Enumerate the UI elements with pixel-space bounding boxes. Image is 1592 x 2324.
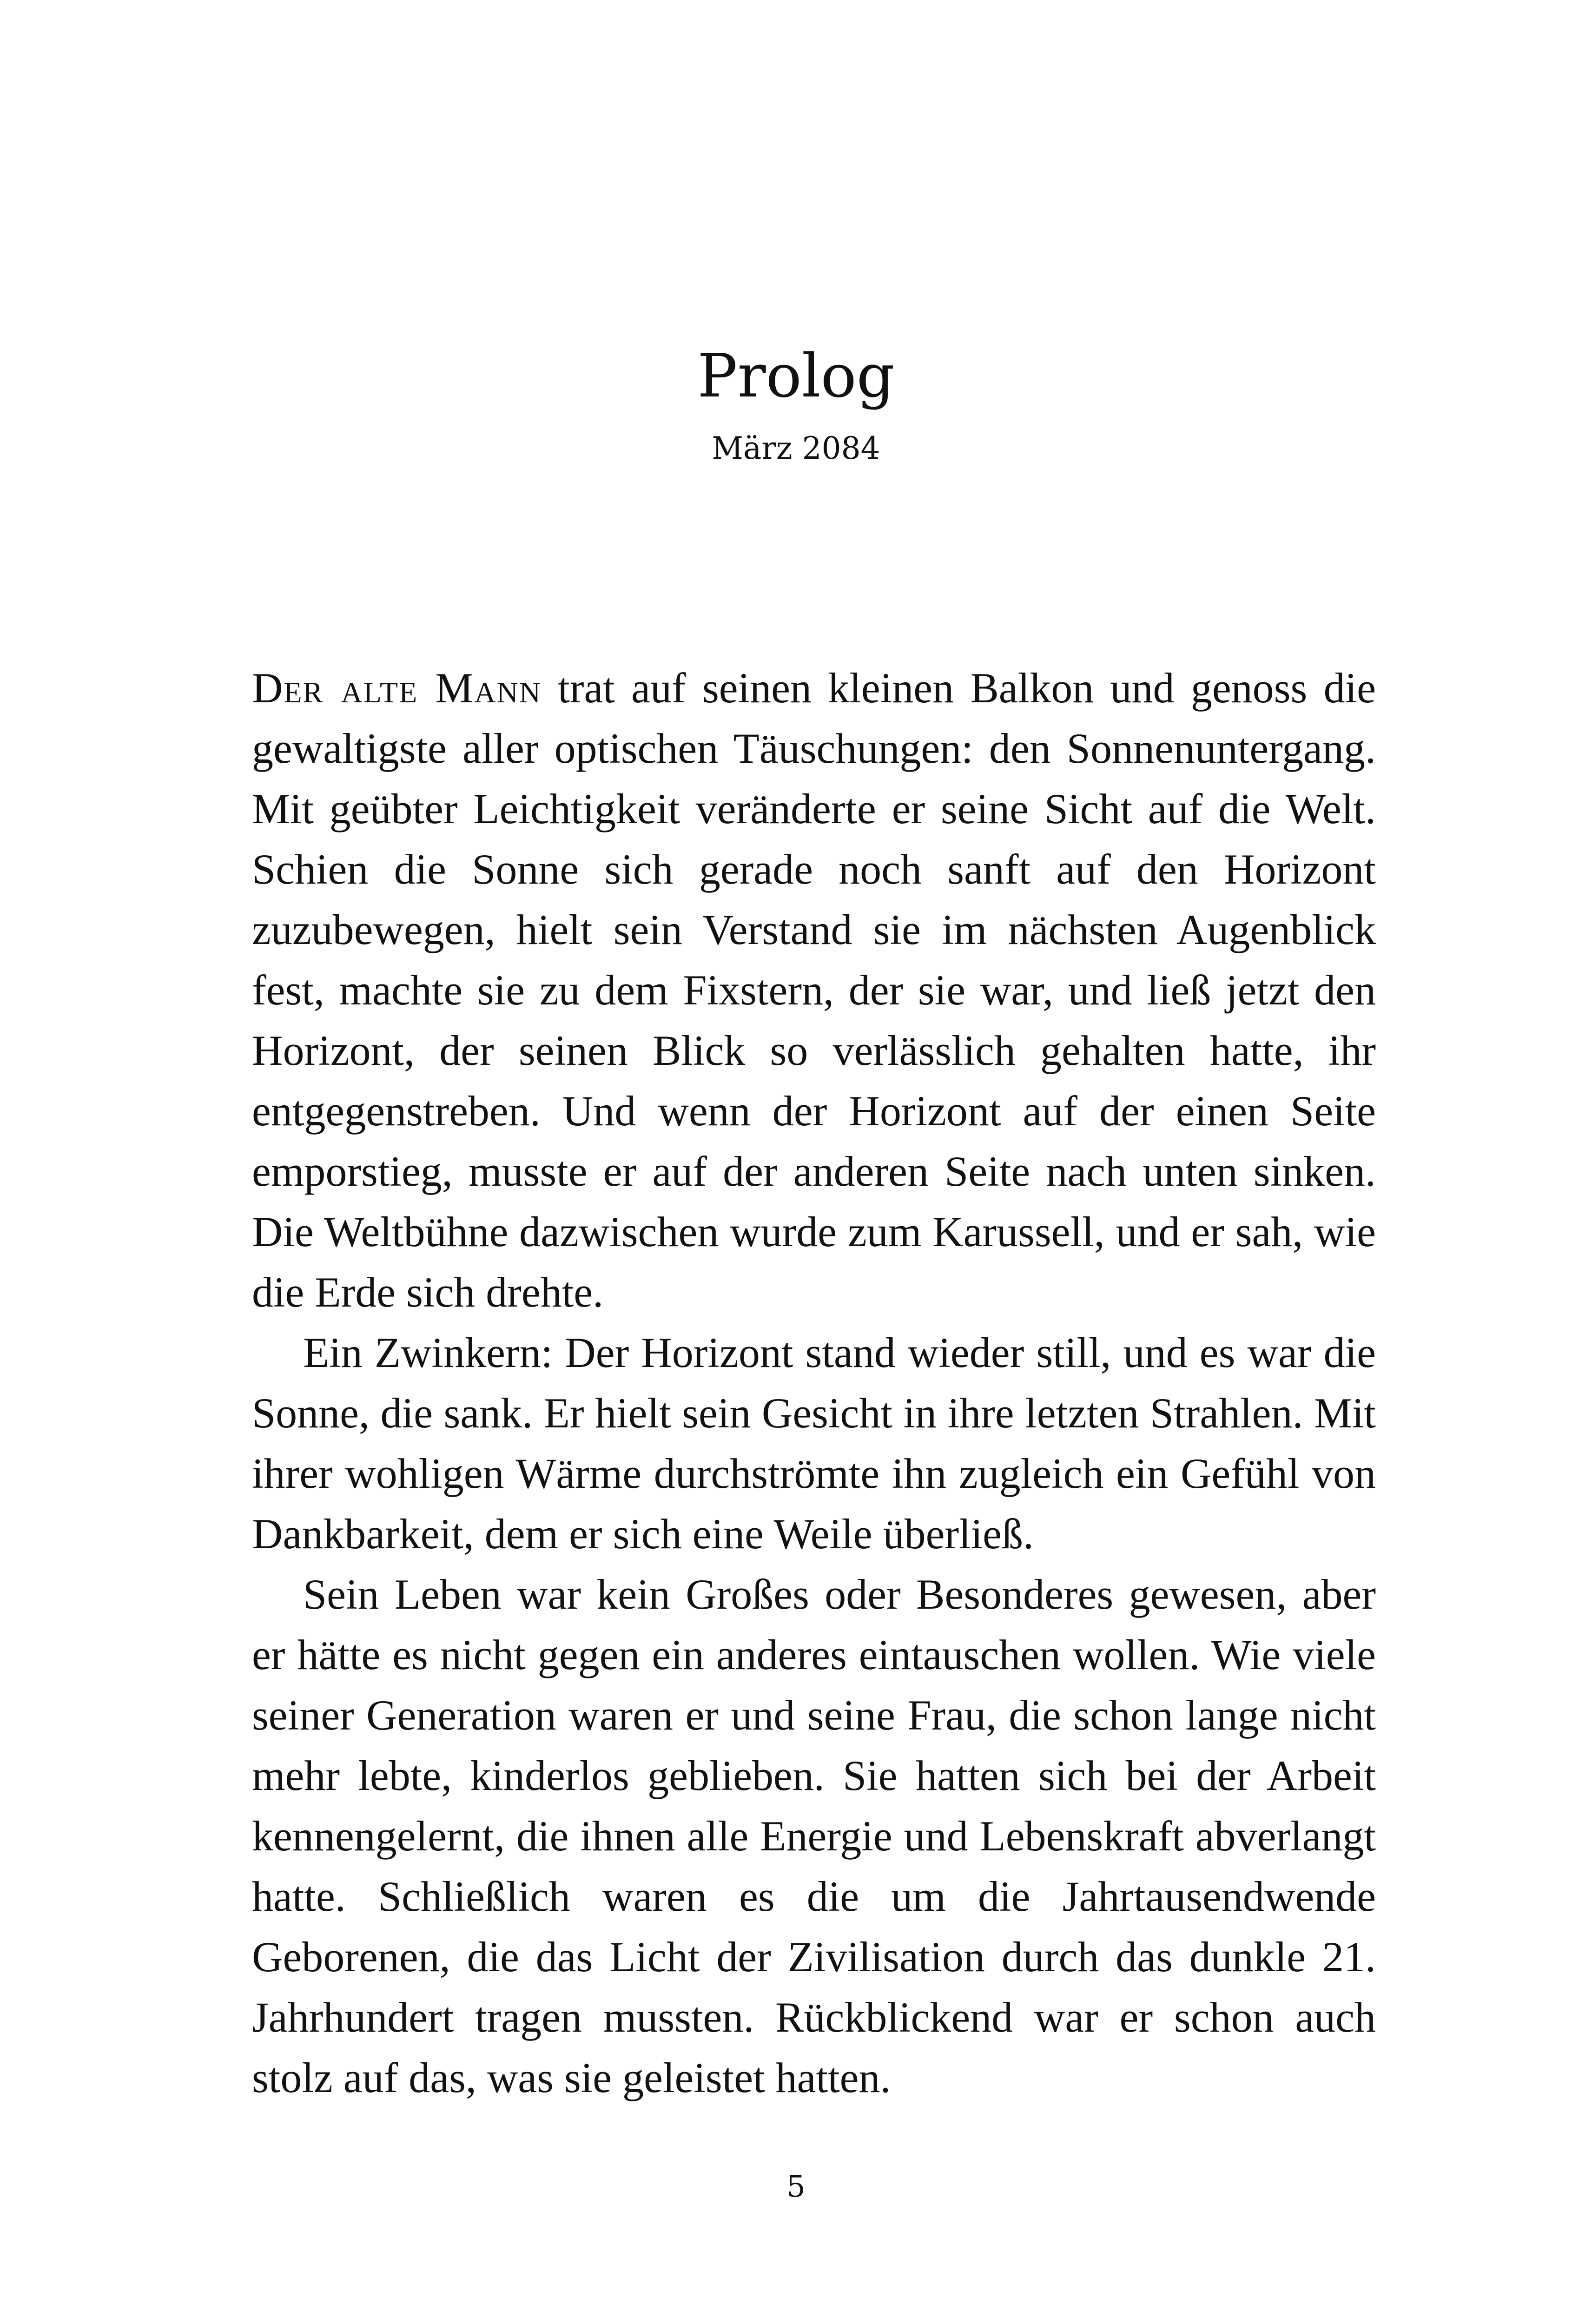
- paragraph-2-text: Ein Zwinkern: Der Horizont stand wieder still, und es war die Sonne, die sank. Er hielt sein Gesicht in ihre letzten Strahlen. Mit ihrer wohligen Wärme durchströmte ihn zugleich ein Gefühl von Dankbarkeit, dem er sich eine Weile überließ.: [252, 1329, 1376, 1558]
- paragraph-lead-smallcaps: Der alte Mann: [252, 664, 542, 712]
- paragraph-1: [252, 658, 1376, 1322]
- paragraph-2: [252, 1322, 1376, 1564]
- page-number: 5: [786, 2170, 806, 2204]
- paragraph-1-text: trat auf seinen kleinen Balkon und genoss die gewaltigste aller optischen Täuschungen: den Sonnenuntergang. Mit geübter Leichtigkeit veränderte er seine Sicht auf die Welt. Schien die Sonne sich gerade noch sanft auf den Horizont zuzubewegen, hielt sein Verstand sie im nächsten Augenblick fest, machte sie zu dem Fixstern, der sie war, und ließ jetzt den Horizont, der seinen Blick so verlässlich gehalten hatte, ihr entgegenstreben. Und wenn der Horizont auf der einen Seite emporstieg, musste er auf der anderen Seite nach unten sinken. Die Weltbühne dazwischen wurde zum Karussell, und er sah, wie die Erde sich drehte.: [252, 664, 1376, 1316]
- chapter-title: Prolog: [697, 342, 895, 411]
- chapter-date: März 2084: [712, 430, 880, 466]
- paragraph-3: [252, 1564, 1376, 2108]
- prologue-body: [252, 658, 1376, 2108]
- paragraph-3-text: Sein Leben war kein Großes oder Besonderes gewesen, aber er hätte es nicht gegen ein anderes eintauschen wollen. Wie viele seiner Generation waren er und seine Frau, die schon lange nicht mehr lebte, kinderlos geblieben. Sie hatten sich bei der Arbeit kennengelernt, die ihnen alle Energie und Lebenskraft abverlangt hatte. Schließlich waren es die um die Jahrtausendwende Geborenen, die das Licht der Zivilisation durch das dunkle 21. Jahrhundert tragen mussten. Rückblickend war er schon auch stolz auf das, was sie geleistet hatten.: [252, 1571, 1376, 2101]
